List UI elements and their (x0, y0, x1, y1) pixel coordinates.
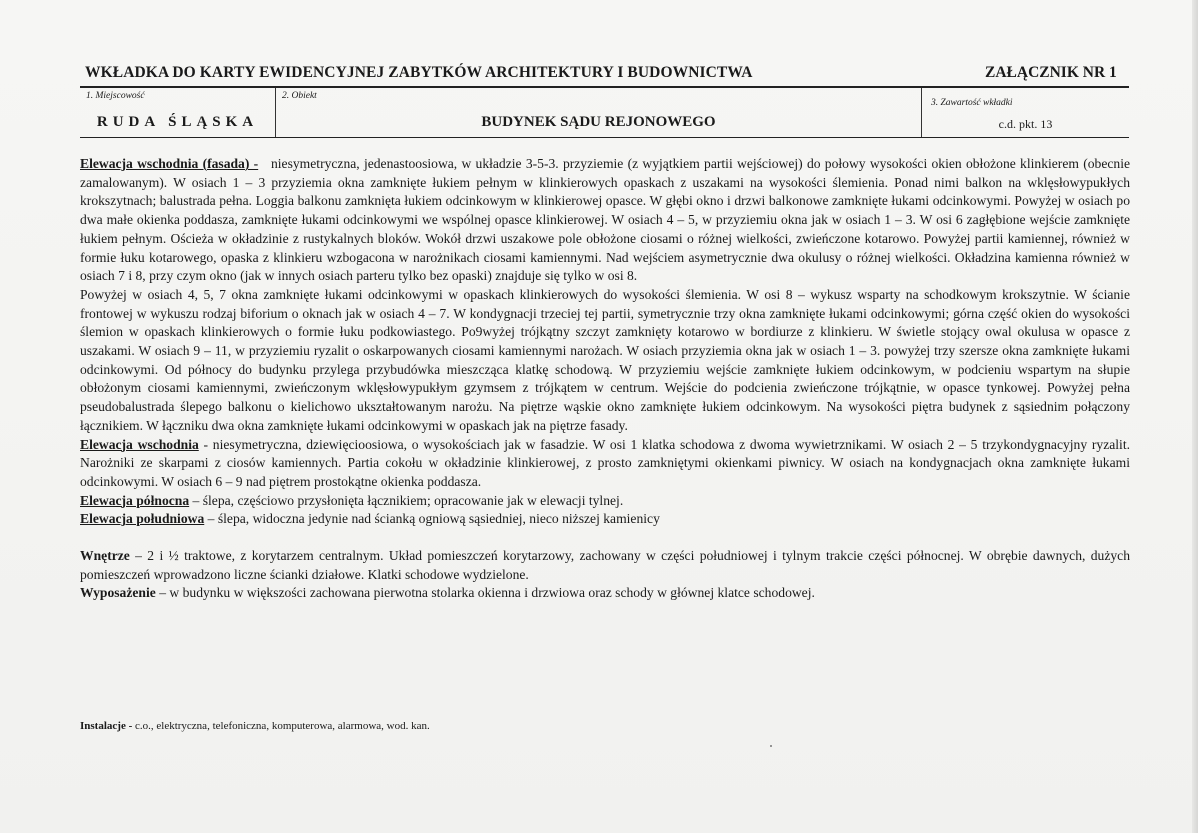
field-location-label: 1. Miejscowość (86, 91, 145, 101)
south-elevation-text: – ślepa, widoczna jedynie nad ścianką ogniową sąsiedniej, nieco niższej kamienicy (207, 511, 660, 527)
installations-line (80, 720, 430, 732)
rear-elevation-heading: Elewacja wschodnia (80, 436, 199, 452)
installations-heading: Instalacje - (80, 720, 133, 732)
rear-elevation-paragraph (80, 436, 1130, 492)
north-elevation-text: – ślepa, częściowo przysłonięta łącznikiem; opracowanie jak w elewacji tylnej. (192, 492, 624, 508)
field-object (276, 88, 922, 137)
header-table (80, 86, 1129, 138)
equipment-text: – w budynku w większości zachowana pierwotna stolarka okienna i drzwiowa oraz schody w głównej klatce schodowej. (159, 585, 815, 601)
field-object-value: BUDYNEK SĄDU REJONOWEGO (481, 114, 716, 130)
paper-speck (770, 745, 772, 747)
north-elevation-paragraph (80, 492, 1130, 511)
interior-heading: Wnętrze (80, 548, 130, 564)
page-edge (1192, 0, 1198, 833)
installations-text: c.o., elektryczna, telefoniczna, komputerowa, alarmowa, wod. kan. (135, 720, 430, 732)
east-elevation-heading: Elewacja wschodnia (fasada) - (80, 156, 259, 171)
field-location-value: RUDA ŚLĄSKA (96, 114, 259, 130)
east-elevation-paragraph-2: Powyżej w osiach 4, 5, 7 okna zamknięte łukami odcinkowymi w opaskach klinkierowych do wysokości ślemienia. W osi 8 – wykusz wsparty na schodkowym krokszytnie. W ścianie frontowej w wykuszu rodzaj biforium o oknach jak w osiach 4 – 7. W kondygnacji trzeciej tej partii, symetrycznie trzy okna zamknięte łukami odcinkowymi; górna część okien do wysokości ślemion w opaskach klinkierowych o formie łuku podkowiastego. Po9wyżej trójkątny szczyt zamknięty kotarowo w bordiurze z klinkieru. W świetle stojący owal okulusa w opasce z uszakami. W osiach 9 – 11, w przyziemiu ryzalit o oskarpowanych ciosami kamiennymi narożach. W osiach przyziemia okna jak w osiach 1 – 3. powyżej trzy szersze okna zamknięte łukami odcinkowymi. Od północy do budynku przylega przybudówka mieszcząca klatkę schodową. W przyziemiu wejście zamknięte łukiem odcinkowym, w podcieniu wspartym na słupie obłożonym ciosami kamiennymi, zwieńczonym wklęsłowypukłym gzymsem z trójkątem w centrum. Wejście do podcienia zwieńczone trójkątnie, w opasce tynkowej. Powyżej pełna pseudobalustrada ślepego balkonu o kielichowo ukształtowanym narożu. Na piętrze wąskie okno zamknięte łukiem odcinkowym. Na wysokości piętra budynek z sąsiednim połączony łącznikiem. W łączniku dwa okna zamknięte łukami odcinkowymi w opaskach jak na piętrze fasady. (80, 286, 1130, 433)
field-content-label: 3. Zawartość wkładki (931, 98, 1013, 108)
interior-text: – 2 i ½ traktowe, z korytarzem centralnym. Układ pomieszczeń korytarzowy, zachowany w części południowej i tylnym trakcie części północnej. W obrębie dawnych, dużych pomieszczeń wprowadzono liczne ścianki działowe. Klatki schodowe wydzielone. (80, 548, 1130, 582)
document-body (80, 155, 1130, 603)
document-title: WKŁADKA DO KARTY EWIDENCYJNEJ ZABYTKÓW ARCHITEKTURY I BUDOWNICTWA (85, 64, 753, 81)
field-content (922, 88, 1129, 137)
equipment-heading: Wyposażenie (80, 585, 156, 601)
south-elevation-heading: Elewacja południowa (80, 511, 205, 527)
field-object-label: 2. Obiekt (282, 91, 317, 101)
field-location (80, 88, 276, 137)
field-content-value: c.d. pkt. 13 (998, 117, 1053, 131)
paragraph-spacer (80, 529, 1130, 547)
north-elevation-heading: Elewacja północna (80, 492, 190, 508)
east-elevation-paragraph (80, 155, 1130, 286)
rear-elevation-text: - niesymetryczna, dziewięcioosiowa, o wysokościach jak w fasadzie. W osi 1 klatka schodowa z dwoma wywietrznikami. W osiach 2 – 5 trzykondygnacyjny ryzalit. Narożniki ze skarpami z ciosów kamiennych. Partia cokołu w okładzinie klinkierowej, z prosto zamkniętymi okienkami piwnicy. W osiach na kondygnacjach okna zamknięte łukami odcinkowymi. W osiach 6 – 9 nad piętrem prostokątne okienka poddasza. (80, 436, 1130, 489)
annex-label: ZAŁĄCZNIK NR 1 (985, 64, 1117, 81)
interior-paragraph (80, 547, 1130, 584)
equipment-paragraph (80, 584, 1130, 603)
south-elevation-paragraph (80, 510, 1130, 529)
east-elevation-text: niesymetryczna, jedenastoosiowa, w układzie 3-5-3. przyziemie (z wyjątkiem partii wejściowej) do połowy wysokości okien obłożone klinkierem (obecnie zamalowanym). W osiach 1 – 3 przyziemia okna zamknięte łukiem pełnym w klinkierowych opaskach z uszakami na wysokości ślemienia. Ponad nimi balkon na wklęsłowypukłych krokszytnach; balustrada pełna. Loggia balkonu zamknięta łukiem odcinkowym w klinkierowej opasce. W głębi okno i drzwi balkonowe zamknięte łukami odcinkowymi. Powyżej w osiach po dwa małe okienka poddasza, zamknięte łukami odcinkowymi we wspólnej opasce klinkierowej. W osiach 4 – 5, w przyziemiu okna jak w osiach 1 – 3. W osi 6 zagłębione wejście zamknięte łukiem pełnym. Ościeża w okładzinie z rustykalnych bloków. Wokół drzwi uszakowe pole obłożone ciosami o różnej wielkości, zwieńczone kotarowo. Powyżej partii kamiennej, również w formie łuku kotarowego, opaska z klinkieru wzbogacona w narożnikach ciosami kamiennymi. Nad wejściem asymetrycznie dwa okulusy o różnej wielkości. Okładzina kamienna również w osiach 7 i 8, przy czym okno (jak w innych osiach parteru tylko bez opaski) znajduje się tylko w osi 8. (80, 156, 1130, 284)
